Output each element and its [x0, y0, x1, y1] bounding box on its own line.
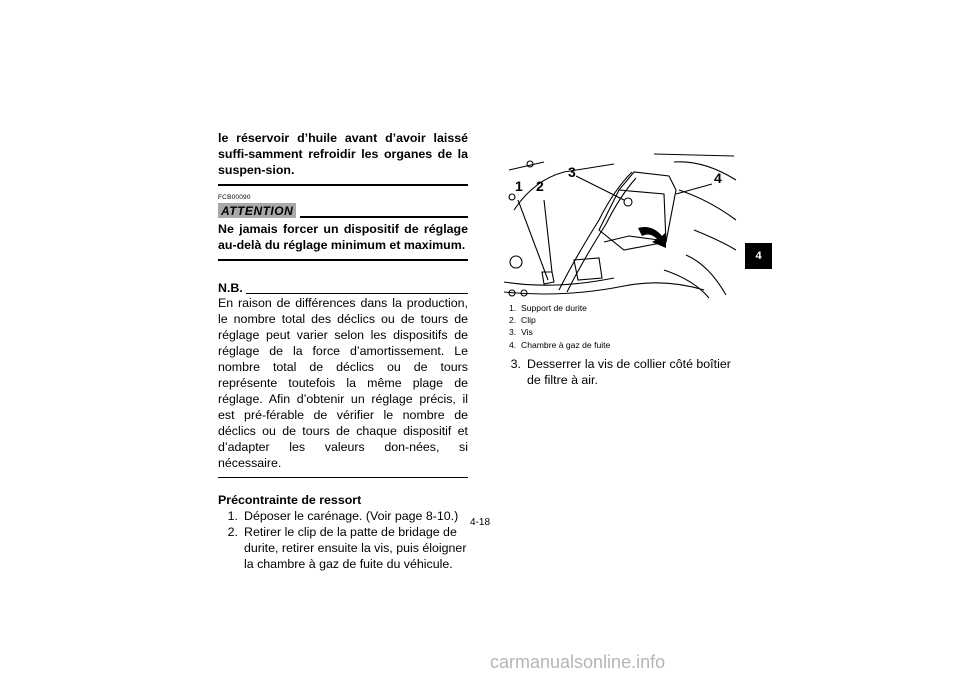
legend-item: 1. Support de durite	[509, 303, 587, 313]
callout-label: 4	[714, 170, 722, 186]
left-column	[218, 130, 468, 572]
note-label: N.B.	[218, 281, 243, 295]
technical-illustration	[504, 150, 740, 300]
attention-code: FCB00090	[218, 194, 251, 201]
attention-header	[218, 203, 468, 218]
divider	[218, 477, 468, 478]
divider	[218, 184, 468, 186]
callout-label: 1	[515, 178, 523, 194]
divider	[246, 293, 468, 294]
section-title: Précontrainte de ressort	[218, 493, 362, 507]
legend-item: 4. Chambre à gaz de fuite	[509, 339, 611, 350]
legend-item: 3. Vis	[509, 327, 533, 338]
divider	[218, 259, 468, 261]
note-header	[218, 281, 468, 295]
page-number: 4-18	[469, 517, 490, 528]
legend-item: 2. Clip	[509, 315, 536, 326]
list-item: 3. Desserrer la vis de collier côté boîtier de filtre à air.	[510, 357, 731, 387]
watermark: carmanualsonline.info	[490, 652, 666, 672]
note-text: En raison de différences dans la production, le nombre total des déclics ou de tours de réglage peut varier selon les dispositifs de réglage de la force d’amortissement. Le nombre total de déclics ou de tours représente toutefois la même plage de réglage. Afin d’obtenir un réglage précis, il est pré-férable de vérifier le nombre de déclics ou de tours de chaque dispositif et d’adapter les valeurs don-nées, si nécessaire.	[218, 296, 468, 470]
callout-label: 2	[536, 178, 544, 194]
figure-legend	[509, 302, 739, 351]
list-item: 1. Déposer le carénage. (Voir page 8-10.)	[227, 509, 459, 523]
attention-text: Ne jamais forcer un dispositif de réglage au-delà du réglage minimum et maximum.	[218, 222, 468, 252]
chapter-tab: 4	[745, 243, 772, 269]
list-item: 2. Retirer le clip de la patte de bridage de durite, retirer ensuite la vis, puis éloigner la chambre à gaz de fuite du véhicule.	[227, 525, 467, 571]
attention-badge: ATTENTION	[218, 203, 296, 218]
divider	[300, 216, 468, 218]
intro-warning-text: le réservoir d’huile avant d’avoir laissé suffi-samment refroidir les organes de la suspen-sion.	[218, 131, 468, 177]
callout-label: 3	[568, 164, 576, 180]
illustration-drawing	[504, 150, 740, 300]
